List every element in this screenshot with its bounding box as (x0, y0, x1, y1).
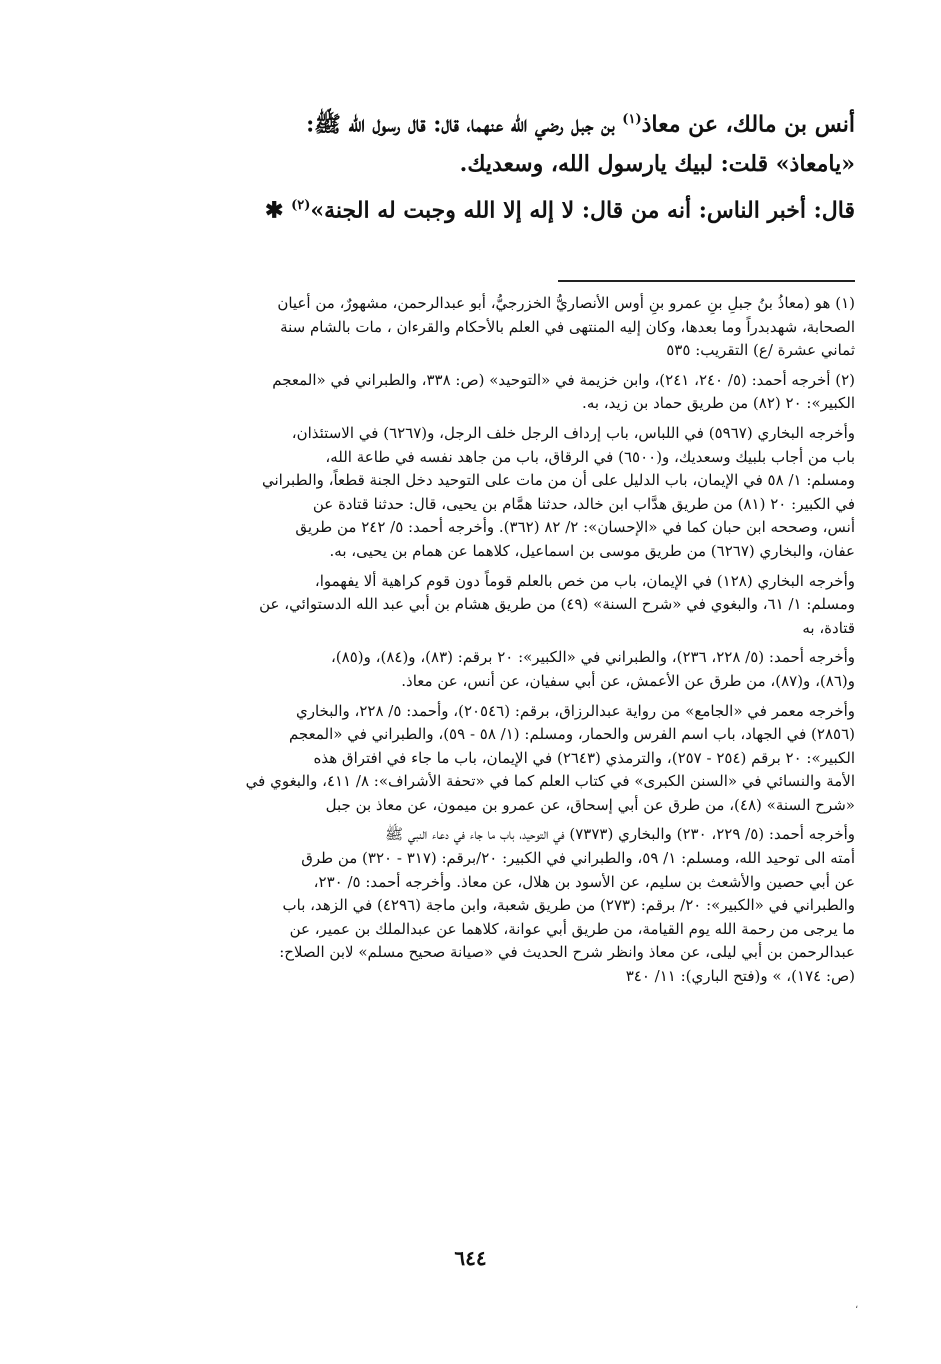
hadith-line-3: قال: أخبر الناس: أنه من قال: لا إله إلا الله وجبت له الجنة»$^{(٢)}$ ✱ (264, 197, 855, 224)
footnote-paragraph (85, 369, 855, 416)
footnote-line: «شرح السنة» (٤٨)، من طرق عن أبي إسحاق، عن عمرو بن ميمون، عن معاذ بن جبل (325, 795, 855, 814)
footnote-line: أمته الى توحيد الله، ومسلم: ١/ ٥٩، والطبراني في الكبير: ٢٠/برقم: (٣١٧ - ٣٢٠) من طرق (301, 849, 855, 868)
footnote-line: ومسلم: ١/ ٥٨ في الإيمان، باب الدليل على أن من مات على التوحيد دخل الجنة قطعاً، والطبراني (261, 471, 855, 490)
footnote-line: قتادة، به (802, 618, 855, 637)
footnote-line: (٢) أخرجه أحمد: (٥/ ٢٤٠، ٢٤١)، وابن خزيمة في «التوحيد» (ص: ٣٣٨، والطبراني في «المعجم (272, 370, 855, 389)
footnote-line: عن أبي حصين والأشعث بن سليم، عن الأسود بن هلال، عن معاذ. وأخرجه أحمد: ٥/ ٢٣٠، (313, 872, 855, 891)
footnote-line: عفان، والبخاري (٦٢٦٧) من طريق موسى بن اسماعيل، كلاهما عن همام بن يحيى، به. (329, 541, 855, 560)
footnote-line: والطبراني في «الكبير»: ٢٠/ برقم: (٢٧٣) من طريق شعبة، وابن ماجة (٤٢٩٦) في الزهد، باب (282, 896, 855, 915)
footnote-line: باب من أجاب بلبيك وسعديك، و(٦٥٠٠) في الرقاق، باب من جاهد نفسه في طاعة الله، (325, 447, 855, 466)
footnote-line: (٢٨٥٦) في الجهاد، باب اسم الفرس والحمار، ومسلم: (١/ ٥٨ - ٥٩)، والطبراني في «المعجم (288, 725, 855, 744)
footnote-line: الكبير»: ٢٠ برقم (٢٥٤ - ٢٥٧)، والترمذي (٢٦٤٣) في الإيمان، باب ما جاء في افتراق هذه (313, 748, 855, 767)
footnotes (85, 292, 855, 995)
footnote-ref-2: (٢) (291, 198, 311, 214)
footnote-ref-1: (١) (622, 112, 642, 127)
footnote-line: وأخرجه أحمد: (٥/ ٢٢٩، ٢٣٠) والبخاري (٧٣٧٣) في التوحيد، باب ما جاء في دعاء النبي ﷺ (385, 825, 855, 844)
footnote-paragraph (85, 292, 855, 363)
footnote-divider (558, 280, 855, 282)
footnote-line: عبدالرحمن بن أبي ليلى، عن معاذ وانظر شرح الحديث في «صيانة صحيح مسلم» لابن الصلاح: (279, 943, 855, 962)
footnote-line: الأمة والنسائي في «السنن الكبرى» في كتاب العلم كما في «تحفة الأشراف»: ٨/ ٤١١، والبغوي في (245, 772, 855, 791)
hadith-line-2: «يامعاذ» قلت: لبيك يارسول الله، وسعديك. (459, 151, 855, 178)
footnote-paragraph (85, 823, 855, 988)
hadith-line-1: أنس بن مالك، عن معاذ$^{(١)}$ بن جبل رضي الله عنهما، قال: قال رسول الله ﷺ: (306, 111, 855, 138)
footnote-line: ثماني عشرة /ع) التقريب: ٥٣٥ (666, 341, 855, 360)
footnote-paragraph (85, 570, 855, 641)
footnote-paragraph (85, 422, 855, 564)
footnote-line: أنس، وصححه ابن حبان كما في «الإحسان»: ٢/ ٨٢ (٣٦٢). وأخرجه أحمد: ٥/ ٢٤٢ من طريق (295, 518, 855, 537)
edge-mark: ، (855, 1300, 859, 1311)
footnote-paragraph (85, 646, 855, 693)
footnote-line: وأخرجه أحمد: (٥/ ٢٢٨، ٢٣٦)، والطبراني في «الكبير»: ٢٠ برقم: (٨٣)، و(٨٤)، و(٨٥)، (330, 648, 855, 667)
footnote-line: الكبير»: ٢٠ (٨٢) من طريق حماد بن زيد، به. (582, 394, 855, 413)
footnote-line: وأخرجه البخاري (٥٩٦٧) في اللباس، باب إرداف الرجل خلف الرجل، و(٦٢٦٧) في الاستئذان، (291, 423, 855, 442)
footnote-line: (ص: ١٧٤)، » و(فتح الباري): ١١/ ٣٤٠ (625, 967, 855, 986)
footnote-line: و(٨٦)، و(٨٧)، من طرق عن الأعمش، عن أبي سفيان، عن أنس، عن معاذ. (401, 671, 855, 690)
footnote-line: وأخرجه البخاري (١٢٨) في الإيمان، باب من خص بالعلم قوماً دون قوم كراهية ألا يفهموا، (314, 571, 855, 590)
footnote-line: (١) هو (معاذُ بنُ جبلِ بنِ عمرو بنِ أوس الأنصاريُّ الخزرجيُّ، أبو عبدالرحمن، مشهورٌ، من أعيان (277, 294, 855, 312)
footnote-line: ومسلم: ١/ ٦١، والبغوي في «شرح السنة» (٤٩) من طريق هشام بن أبي عبد الله الدستوائي، عن (259, 595, 855, 614)
hadith-text (95, 100, 855, 231)
footnote-line: في الكبير: ٢٠ (٨١) من طريق هدَّاب ابن خالد، حدثنا همَّام بن يحيى، قال: حدثنا قتادة عن (312, 494, 855, 513)
footnote-line: الصحابة، شهدبدراً وما بعدها، وكان إليه المنتهى في العلم بالأحكام والقرءان ، مات بالشام سنة (280, 317, 855, 336)
footnote-line: وأخرجه معمر في «الجامع» من رواية عبدالرزاق، برقم: (٢٠٥٤٦)، وأحمد: ٥/ ٢٢٨، والبخاري (296, 701, 855, 720)
page-number: ٦٤٤ (454, 1246, 487, 1270)
footnote-line: ما يرجى من رحمة الله يوم القيامة، من طريق أبي عوانة، كلاهما عن عبدالملك بن عمير، عن (289, 919, 855, 938)
footnote-paragraph (85, 700, 855, 818)
